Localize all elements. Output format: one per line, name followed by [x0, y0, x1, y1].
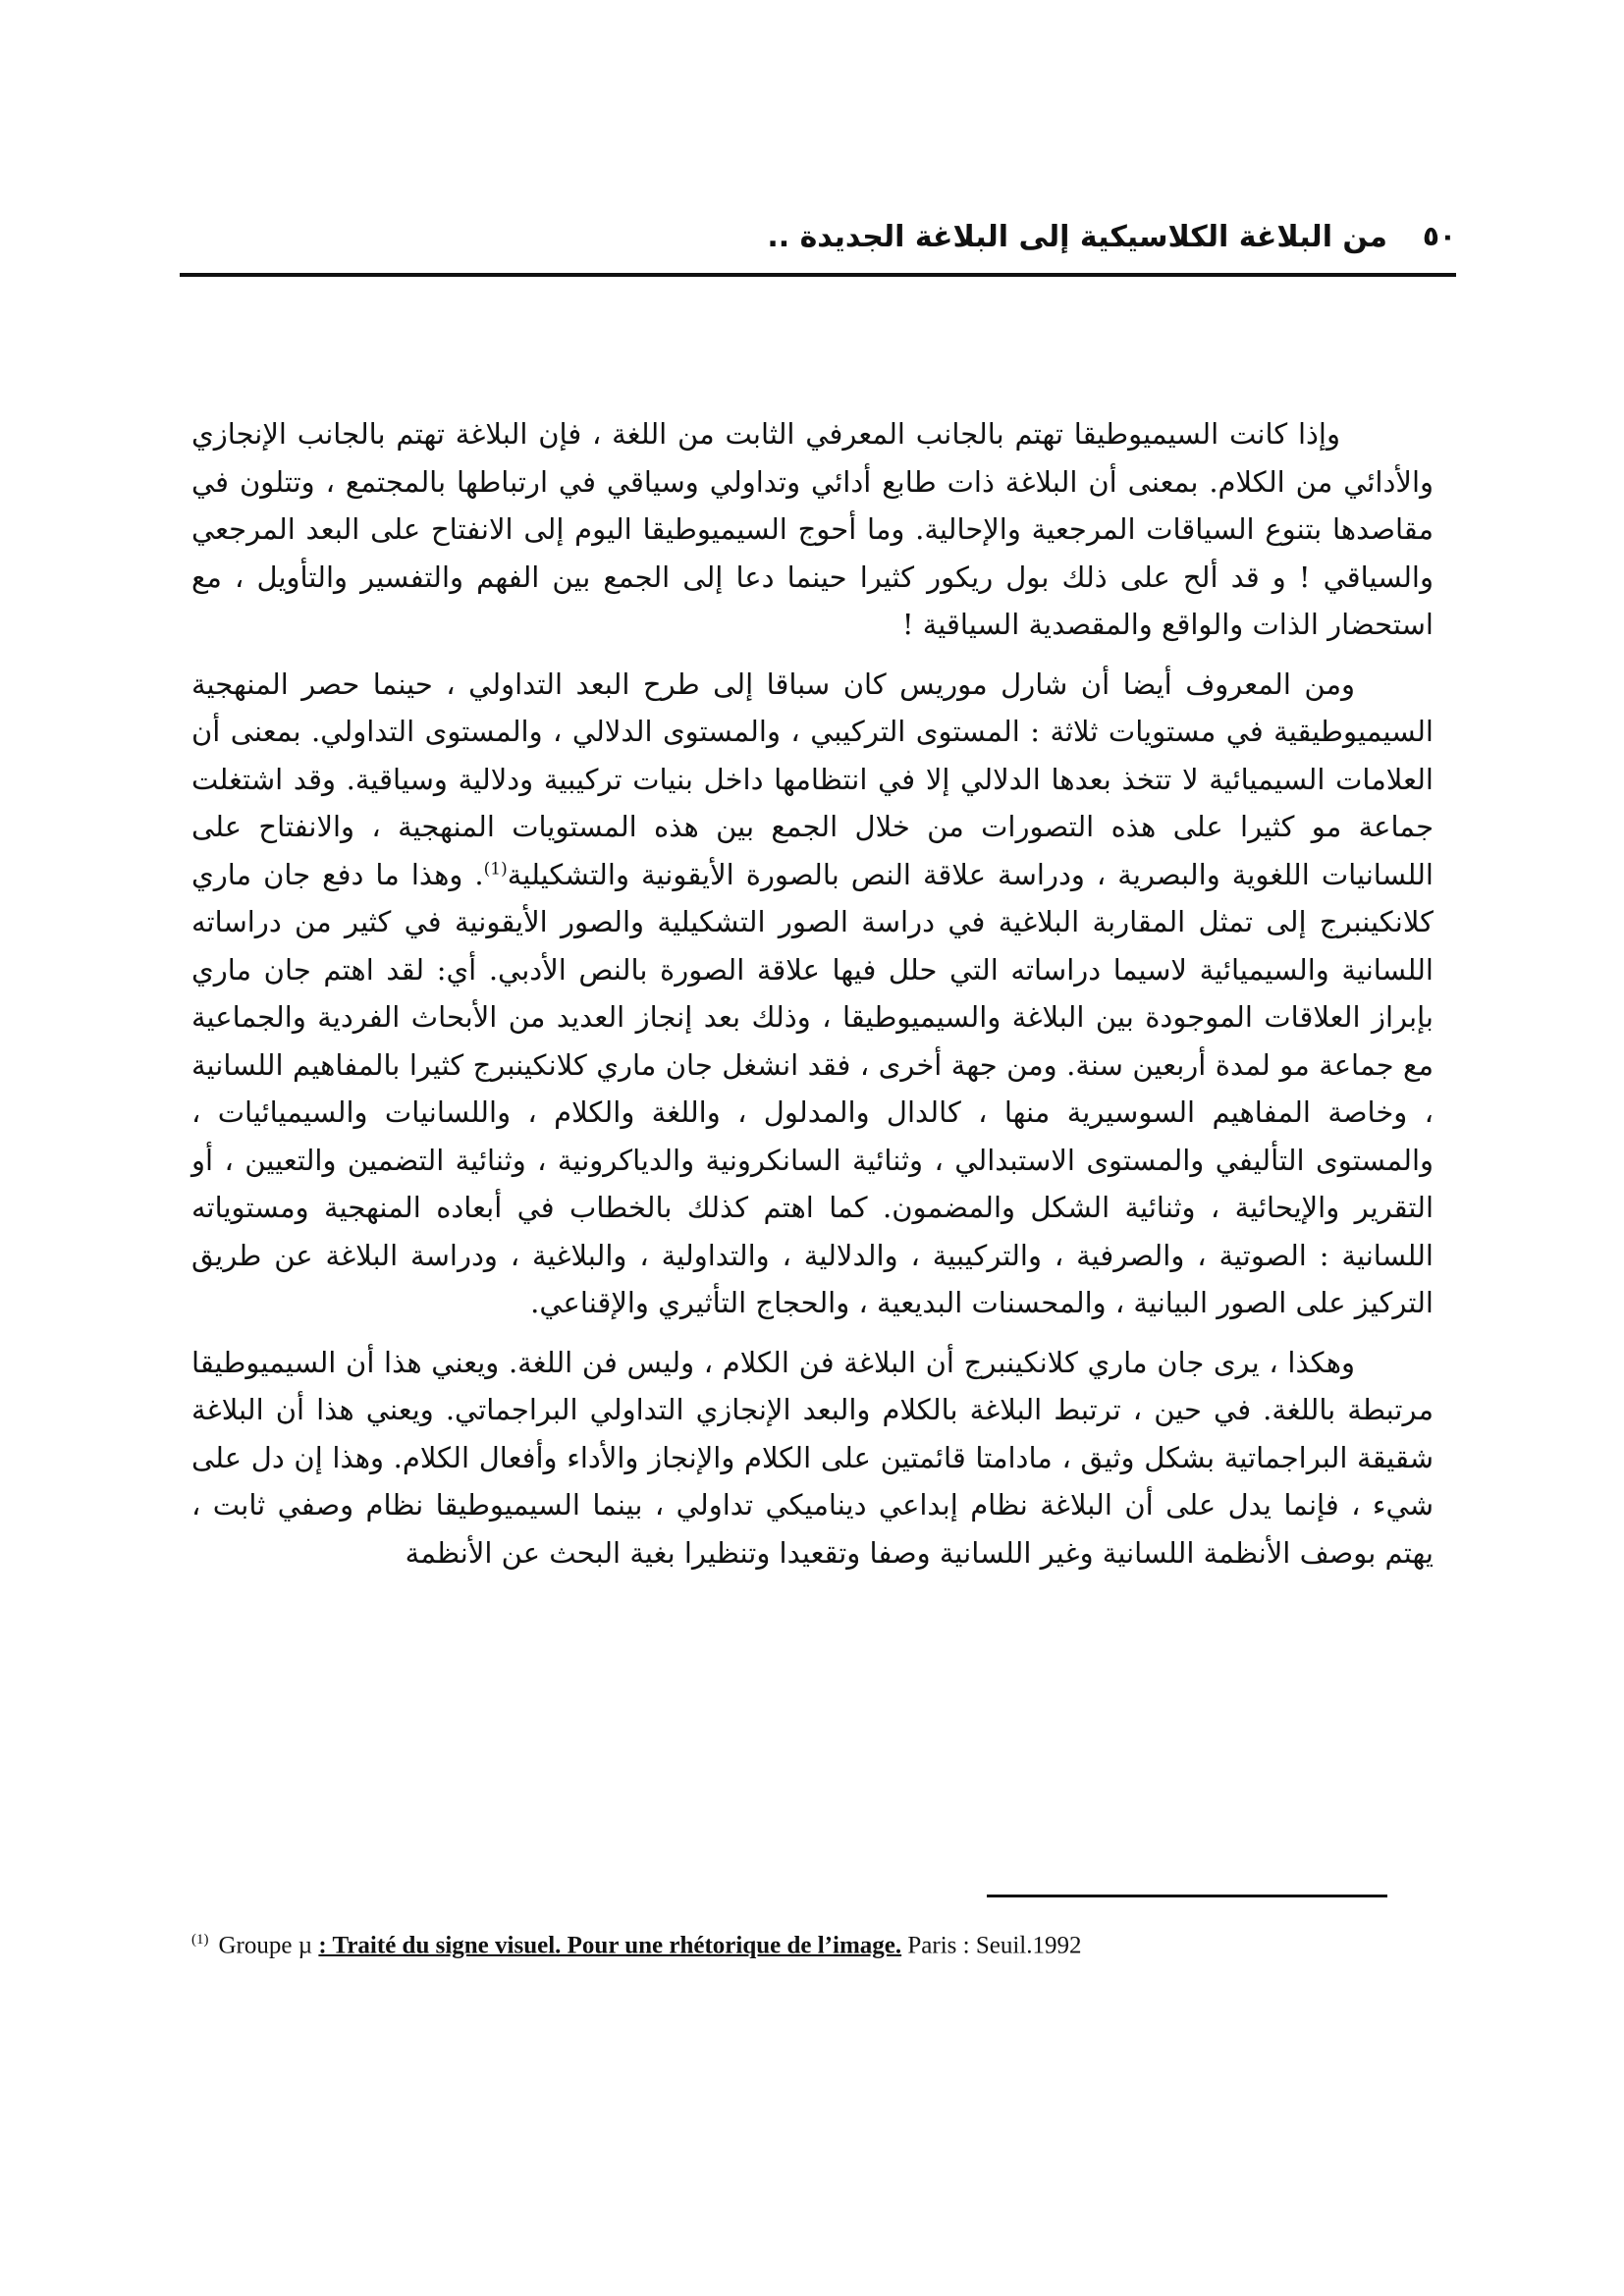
page-number: ٥٠ [1422, 220, 1456, 252]
running-title: من البلاغة الكلاسيكية إلى البلاغة الجديدة .. [767, 220, 1387, 254]
footnote-marker: (1) [191, 1932, 209, 1948]
footnote-reference[interactable]: (1) [483, 858, 508, 879]
footnote-author: Groupe µ [218, 1932, 313, 1959]
footnote [191, 1932, 1419, 1959]
paragraph-2-part-2: . وهذا ما دفع جان ماري كلانكينبرج إلى تمثل المقاربة البلاغية في دراسة الصور التشكيلية والصور الأيقونية في كثير من دراساته اللسانية والسيميائية لاسيما دراساته التي حلل فيها علاقة الصورة بالنص الأدبي. أي: لقد اهتم جان ماري بإبراز العلاقات الموجودة بين البلاغة والسيميوطيقا ، وذلك بعد إنجاز العديد من الأبحاث الفردية والجماعية مع جماعة مو لمدة أربعين سنة. ومن جهة أخرى ، فقد انشغل جان ماري كلانكينبرج كثيرا بالمفاهيم اللسانية ، وخاصة المفاهيم السوسيرية منها ، كالدال والمدلول ، واللغة والكلام ، واللسانيات والسيميائيات ، والمستوى التأليفي والمستوى الاستبدالي ، وثنائية السانكرونية والدياكرونية ، وثنائية التضمين والتعيين ، أو التقرير والإيحائية ، وثنائية الشكل والمضمون. كما اهتم كذلك بالخطاب في أبعاده المنهجية ومستوياته اللسانية : الصوتية ، والصرفية ، والتركيبية ، والدلالية ، والتداولية ، والبلاغية ، ودراسة البلاغة عن طريق التركيز على الصور البيانية ، والمحسنات البديعية ، والحجاج التأثيري والإقناعي. [191, 857, 1434, 1319]
footnote-publisher: Paris : Seuil.1992 [907, 1932, 1082, 1959]
paragraph-3: وهكذا ، يرى جان ماري كلانكينبرج أن البلاغة فن الكلام ، وليس فن اللغة. ويعني هذا أن السيميوطيقا مرتبطة باللغة. في حين ، ترتبط البلاغة بالكلام والبعد الإنجازي التداولي البراجماتي. ويعني هذا أن البلاغة شقيقة البراجماتية بشكل وثيق ، مادامتا قائمتين على الكلام والإنجاز والأداء وأفعال الكلام. وهذا إن دل على شيء ، فإنما يدل على أن البلاغة نظام إبداعي ديناميكي تداولي ، بينما السيميوطيقا نظام وصفي ثابت ، يهتم بوصف الأنظمة اللسانية وغير اللسانية وصفا وتقعيدا وتنظيرا بغية البحث عن الأنظمة [191, 1345, 1434, 1570]
paragraph-2 [191, 661, 1434, 1327]
header-rule [180, 273, 1456, 277]
paragraph-2-part-1: ومن المعروف أيضا أن شارل موريس كان سباقا إلى طرح البعد التداولي ، حينما حصر المنهجية السيميوطيقية في مستويات ثلاثة : المستوى التركيبي ، والمستوى الدلالي ، والمستوى التداولي. بمعنى أن العلامات السيميائية لا تتخذ بعدها الدلالي إلا في انتظامها داخل بنيات تركيبية ودلالية وسياقية. وقد اشتغلت جماعة مو كثيرا على هذه التصورات من خلال الجمع بين هذه المستويات المنهجية ، والانفتاح على اللسانيات اللغوية والبصرية ، ودراسة علاقة النص بالصورة الأيقونية والتشكيلية [191, 667, 1434, 891]
paragraph-1: وإذا كانت السيميوطيقا تهتم بالجانب المعرفي الثابت من اللغة ، فإن البلاغة تهتم بالجانب الإنجازي والأدائي من الكلام. بمعنى أن البلاغة ذات طابع أدائي وتداولي وسياقي في ارتباطها بالمجتمع ، وتتلون في مقاصدها بتنوع السياقات المرجعية والإحالية. وما أحوج السيميوطيقا اليوم إلى الانفتاح على البعد المرجعي والسياقي ! و قد ألح على ذلك بول ريكور كثيرا حينما دعا إلى الجمع بين الفهم والتفسير والتأويل ، مع استحضار الذات والواقع والمقصدية السياقية ! [191, 417, 1434, 641]
footnote-title: : Traité du signe visuel. Pour une rhétorique de l’image. [318, 1932, 902, 1959]
running-header [180, 218, 1456, 267]
body-text [191, 410, 1434, 1588]
footnote-rule [987, 1895, 1387, 1897]
